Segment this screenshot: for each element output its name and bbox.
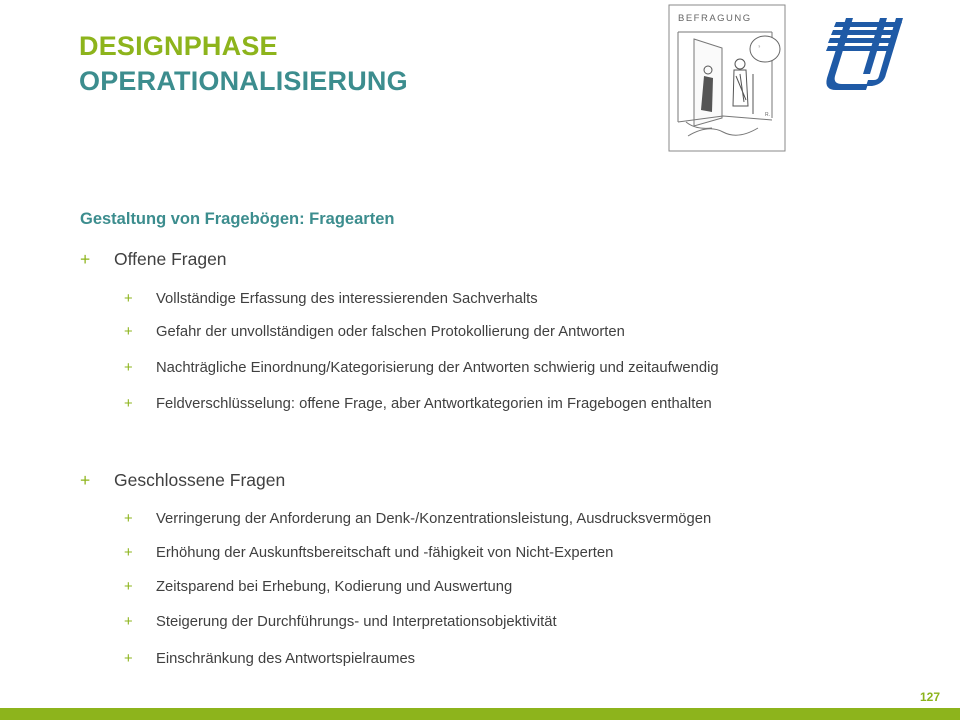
section-subtitle: Gestaltung von Fragebögen: Fragearten [80, 210, 395, 228]
section-heading-geschlossene-fragen [80, 470, 285, 491]
svg-text:?: ? [758, 44, 761, 49]
cartoon-signature: R. [765, 112, 770, 118]
bullet-plus: + [80, 470, 91, 490]
footer-bar [0, 708, 960, 720]
bullet-plus: + [124, 579, 133, 595]
slide-title-line1: DESIGNPHASE [79, 31, 278, 61]
page-number: 127 [920, 690, 941, 704]
bullet-plus: + [124, 324, 133, 340]
list-item [124, 579, 512, 595]
section-heading-offene-fragen [80, 249, 227, 270]
list-item [124, 545, 613, 561]
list-item-text: Steigerung der Durchführungs- und Interpretationsobjektivität [156, 614, 557, 630]
list-item-text: Zeitsparend bei Erhebung, Kodierung und Auswertung [156, 579, 513, 595]
university-logo-icon [822, 18, 914, 92]
bullet-plus: + [124, 651, 133, 667]
list-item [124, 360, 719, 376]
list-item [124, 651, 415, 667]
bullet-plus: + [124, 511, 133, 527]
list-item [124, 614, 557, 630]
list-item-text: Verringerung der Anforderung an Denk-/Konzentrationsleistung, Ausdrucksvermögen [156, 511, 712, 527]
bullet-plus: + [124, 360, 133, 376]
list-item-text: Erhöhung der Auskunftsbereitschaft und -fähigkeit von Nicht-Experten [156, 545, 614, 561]
list-item-text: Einschränkung des Antwortspielraumes [156, 651, 416, 667]
list-item-text: Feldverschlüsselung: offene Frage, aber Antwortkategorien im Fragebogen enthalten [156, 396, 712, 412]
list-item [124, 291, 538, 307]
list-item-text: Nachträgliche Einordnung/Kategorisierung der Antworten schwierig und zeitaufwendig [156, 360, 719, 376]
bullet-plus: + [124, 614, 133, 630]
list-item [124, 511, 711, 527]
bullet-plus: + [124, 291, 133, 307]
slide-title-line2: OPERATIONALISIERUNG [79, 66, 408, 96]
bullet-plus: + [80, 249, 91, 269]
list-item [124, 396, 712, 412]
section-heading-label: Geschlossene Fragen [114, 470, 286, 490]
survey-cartoon-illustration [668, 4, 786, 152]
bullet-plus: + [124, 396, 133, 412]
section-heading-label: Offene Fragen [114, 249, 227, 269]
list-item [124, 324, 625, 340]
bullet-plus: + [124, 545, 133, 561]
list-item-text: Gefahr der unvollständigen oder falschen Protokollierung der Antworten [156, 324, 625, 340]
cartoon-caption: BEFRAGUNG [678, 13, 752, 24]
list-item-text: Vollständige Erfassung des interessierenden Sachverhalts [156, 291, 538, 307]
